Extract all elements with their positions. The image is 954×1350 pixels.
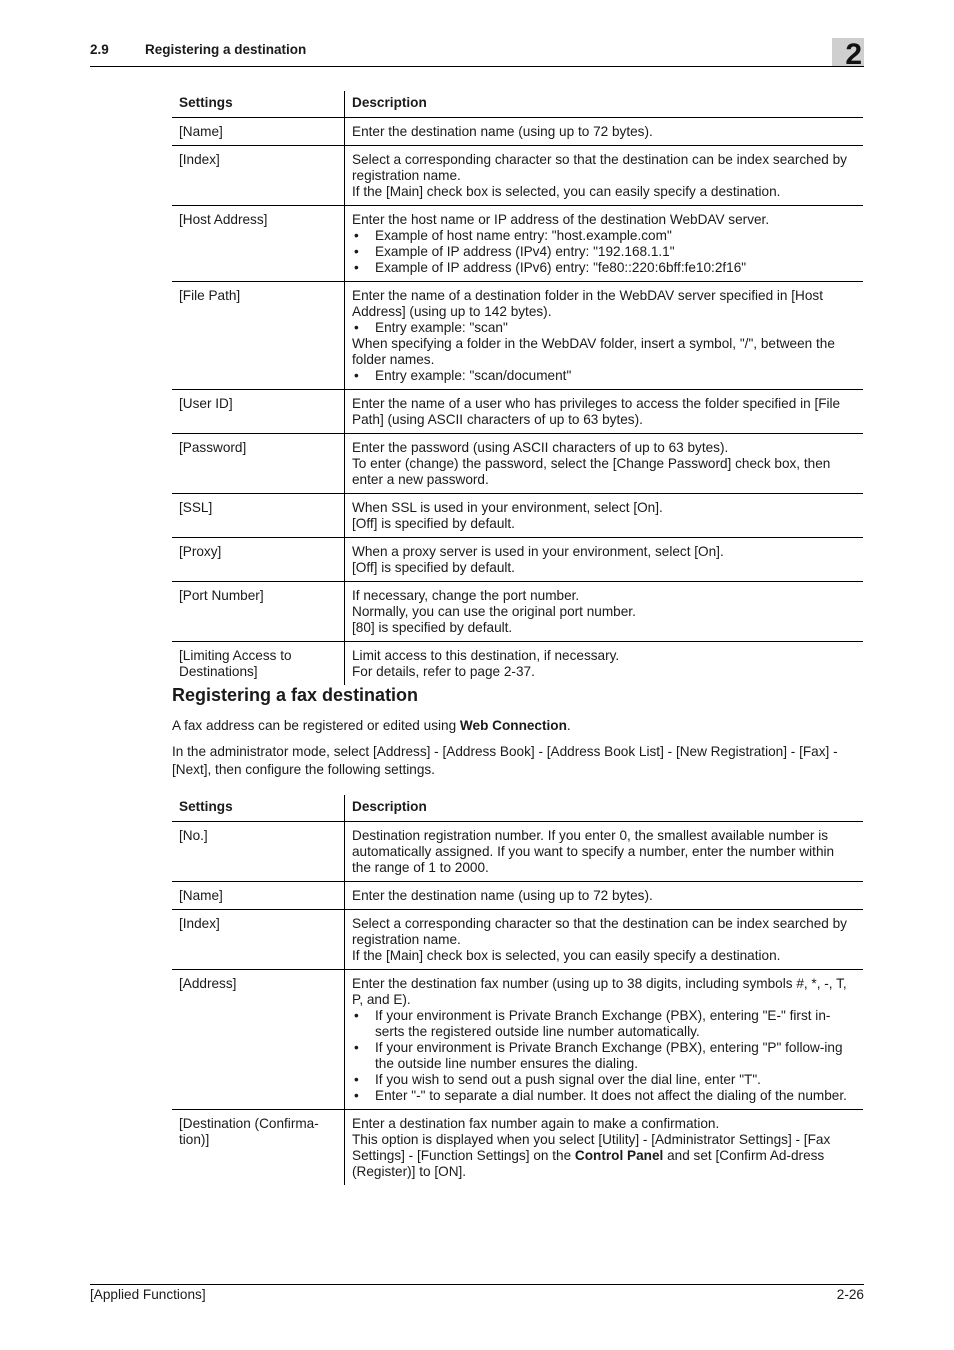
page-footer — [90, 1284, 864, 1307]
setting-name: [Name] — [172, 118, 345, 146]
setting-name: [Host Address] — [172, 206, 345, 282]
setting-description: When a proxy server is used in your environment, select [On]. [Off] is specified by default. — [345, 538, 864, 582]
setting-description: Limit access to this destination, if necessary. For details, refer to page 2-37. — [352, 648, 620, 679]
setting-description: Enter a destination fax number again to make a confirmation. This option is displayed when you select [Utility] - [Administrator Settings] - [Fax Settings] - [Function Settings] on the Control Panel and set [Confirm Ad-dress (Register)] to [ON]. — [352, 1116, 831, 1179]
webdav-settings-table — [172, 91, 863, 685]
table-row — [172, 1110, 863, 1186]
table-row — [172, 910, 863, 970]
table-header-row — [172, 795, 863, 822]
column-header-description: Description — [345, 91, 864, 118]
setting-description: Enter the name of a user who has privileges to access the folder specified in [File Path] (using ASCII characters of up to 63 bytes). — [345, 390, 864, 434]
table-row — [172, 434, 863, 494]
setting-description: Select a corresponding character so that the destination can be index searched by registration name. If the [Main] check box is selected, you can easily specify a destination. — [345, 910, 864, 970]
setting-name: [SSL] — [172, 494, 345, 538]
setting-description: When SSL is used in your environment, select [On]. [Off] is specified by default. — [345, 494, 864, 538]
table-row — [172, 494, 863, 538]
table-row — [172, 582, 863, 642]
list-item: • Example of IP address (IPv4) entry: "192.168.1.1" — [352, 244, 856, 260]
chapter-badge — [830, 38, 864, 71]
list-item: • Example of IP address (IPv6) entry: "fe80::220:6bff:fe10:2f16" — [352, 260, 856, 276]
setting-name: [User ID] — [172, 390, 345, 434]
table-row — [172, 118, 863, 146]
footer-page-number: 2-26 — [836, 1287, 864, 1302]
fax-settings-table — [172, 795, 863, 1185]
setting-description: Enter the destination name (using up to 72 bytes). — [345, 118, 864, 146]
control-panel-term: Control Panel — [574, 1148, 664, 1163]
list-item: • If your environment is Private Branch Exchange (PBX), entering "P" follow-ing the outside line number ensures the dialing. — [352, 1040, 856, 1072]
setting-name: [Index] — [172, 910, 345, 970]
setting-name: [Address] — [172, 970, 345, 1110]
web-connection-term: Web Connection — [459, 718, 567, 733]
column-header-settings: Settings — [172, 795, 345, 822]
footer-manual-title: [Applied Functions] — [90, 1287, 206, 1302]
setting-name: [Destination (Confirma-tion)] — [172, 1110, 345, 1186]
table-row — [172, 970, 863, 1110]
page-header — [90, 38, 864, 71]
table-row — [172, 642, 863, 686]
table-row — [172, 282, 863, 390]
list-item: • Example of host name entry: "host.example.com" — [352, 228, 856, 244]
setting-name: [Password] — [172, 434, 345, 494]
list-item: • If you wish to send out a push signal over the dial line, enter "T". — [352, 1072, 856, 1088]
setting-description: Enter the name of a destination folder in the WebDAV server specified in [Host Address] (using up to 142 bytes). • Entry example: "scan" When specifying a folder in the WebDAV folder, insert a symbol, "/", between the folder names. • Entry example: "scan/document" — [345, 282, 864, 390]
setting-description: Destination registration number. If you enter 0, the smallest available number is automatically assigned. If you want to specify a number, enter the number within the range of 1 to 2000. — [345, 822, 864, 882]
table-row — [172, 882, 863, 910]
intro-paragraph: A fax address can be registered or edited using Web Connection. — [172, 718, 571, 733]
bullet-list — [352, 368, 856, 384]
instructions-paragraph: In the administrator mode, select [Address] - [Address Book] - [Address Book List] - [New Registration] - [Fax] - [Next], then configure the following settings. — [172, 744, 838, 777]
setting-name: [Limiting Access to Destinations] — [172, 642, 345, 686]
setting-description: Enter the destination name (using up to 72 bytes). — [345, 882, 864, 910]
table-row — [172, 538, 863, 582]
table-header-row — [172, 91, 863, 118]
chapter-number: 2 — [845, 38, 862, 71]
setting-name: [File Path] — [172, 282, 345, 390]
setting-description: Select a corresponding character so that the destination can be index searched by registration name. If the [Main] check box is selected, you can easily specify a destination. — [345, 146, 864, 206]
table-row — [172, 146, 863, 206]
table-row — [172, 822, 863, 882]
setting-name: [Name] — [172, 882, 345, 910]
setting-description: Enter the destination fax number (using up to 38 digits, including symbols #, *, -, T, P, and E). • If your environment is Private Branch Exchange (PBX), entering "E-" first in-serts the registered outside line number automatically. • If your environment is Private Branch Exchange (PBX), entering "P" follow-ing the outside line number ensures the dialing. • If you wish to send out a push signal over the dial line, enter "T". • Enter "-" to separate a dial number. It does not affect the dialing of the number. — [345, 970, 864, 1110]
column-header-description: Description — [345, 795, 864, 822]
bullet-list — [352, 1008, 856, 1104]
column-header-settings: Settings — [172, 91, 345, 118]
table-row — [172, 206, 863, 282]
section-number: 2.9 — [90, 42, 109, 57]
list-item: • Entry example: "scan" — [352, 320, 856, 336]
section-heading: Registering a fax destination — [172, 685, 419, 705]
list-item: • Entry example: "scan/document" — [352, 368, 856, 384]
setting-description: Enter the host name or IP address of the destination WebDAV server. • Example of host name entry: "host.example.com" • Example of IP address (IPv4) entry: "192.168.1.1" • Example of IP address (IPv6) entry: "fe80::220:6bff:fe10:2f16" — [345, 206, 864, 282]
table-row — [172, 390, 863, 434]
setting-description: If necessary, change the port number. Normally, you can use the original port number. [80] is specified by default. — [345, 582, 864, 642]
setting-name: [Port Number] — [172, 582, 345, 642]
setting-name: [Index] — [172, 146, 345, 206]
list-item: • Enter "-" to separate a dial number. It does not affect the dialing of the number. — [352, 1088, 856, 1104]
setting-name: [Proxy] — [172, 538, 345, 582]
list-item: • If your environment is Private Branch Exchange (PBX), entering "E-" first in-serts the registered outside line number automatically. — [352, 1008, 856, 1040]
bullet-list — [352, 320, 856, 336]
bullet-list — [352, 228, 856, 276]
section-title: Registering a destination — [145, 42, 307, 57]
setting-name: [No.] — [172, 822, 345, 882]
setting-description: Enter the password (using ASCII characters of up to 63 bytes). To enter (change) the password, select the [Change Password] check box, then enter a new password. — [345, 434, 864, 494]
